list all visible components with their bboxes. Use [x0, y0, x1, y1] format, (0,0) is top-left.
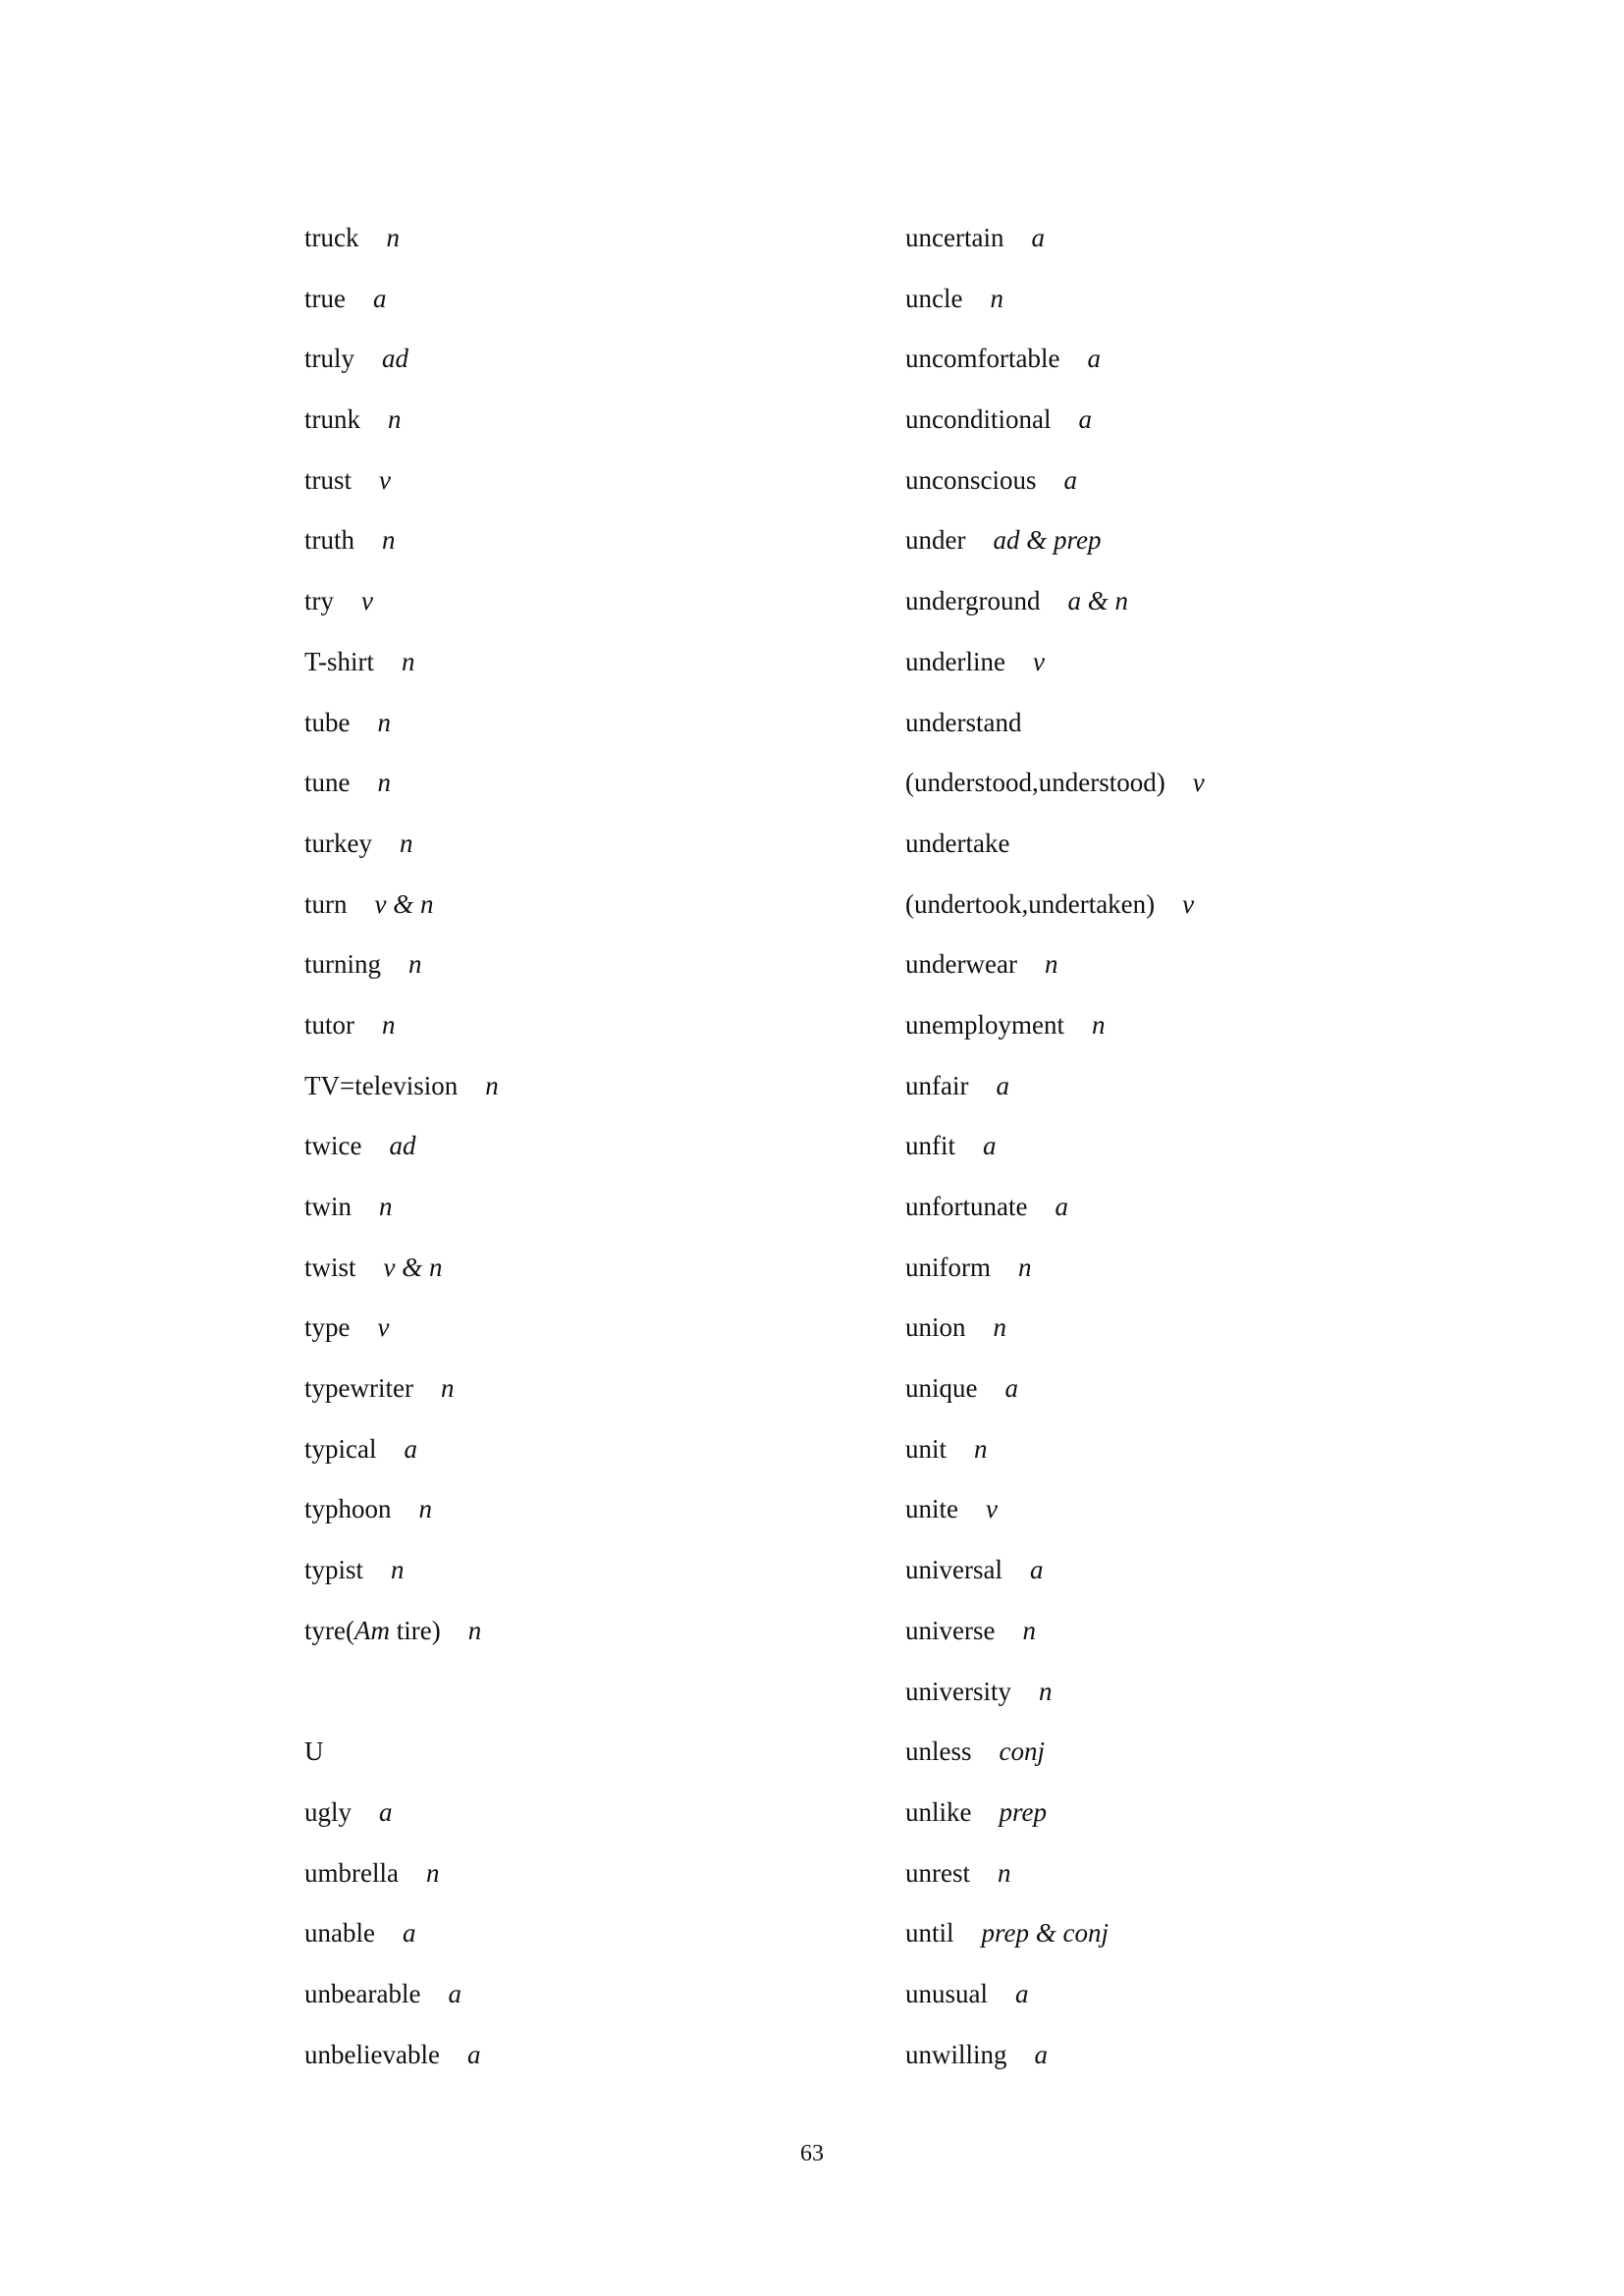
headword: university: [905, 1676, 1011, 1706]
word-entry: [304, 218, 854, 279]
word-entry: [304, 339, 854, 400]
part-of-speech: a: [1055, 1192, 1068, 1221]
part-of-speech: n: [1091, 1009, 1106, 1040]
headword: tube: [304, 707, 351, 737]
headword: unbearable: [304, 1978, 421, 2008]
part-of-speech: n: [418, 1494, 433, 1524]
word-entry: [905, 1429, 1494, 1490]
headword: twice: [304, 1131, 362, 1161]
part-of-speech: n: [467, 1615, 482, 1645]
word-entry: [905, 1913, 1494, 1974]
part-of-speech: n: [402, 646, 415, 676]
headword: underground: [905, 586, 1041, 616]
word-entry: [304, 581, 854, 642]
word-entry: [905, 944, 1494, 1005]
word-entry: [905, 339, 1494, 400]
part-of-speech: v: [377, 1312, 390, 1343]
part-of-speech: n: [990, 283, 1003, 313]
part-of-speech: a: [1078, 404, 1092, 435]
word-entry: [304, 884, 854, 945]
word-entry: [905, 642, 1494, 703]
word-entry: [905, 1489, 1494, 1550]
headword: unwilling: [905, 2039, 1007, 2069]
part-of-speech: prep & conj: [981, 1918, 1109, 1949]
word-entry: [304, 460, 854, 521]
part-of-speech: n: [386, 223, 400, 252]
word-entry: [304, 824, 854, 884]
part-of-speech: a: [1029, 1555, 1044, 1585]
headword: TV=television: [304, 1070, 459, 1100]
word-entry: [304, 1429, 854, 1490]
part-of-speech: a & n: [1067, 586, 1128, 616]
word-entry: [905, 460, 1494, 521]
part-of-speech: v: [361, 586, 373, 616]
part-of-speech: a: [1034, 2039, 1049, 2069]
word-entry: [304, 1187, 854, 1248]
part-of-speech: v & n: [374, 888, 434, 919]
word-entry: [304, 1974, 854, 2035]
headword: understand: [905, 707, 1022, 737]
part-of-speech: n: [399, 828, 413, 858]
headword: unusual: [905, 1978, 988, 2008]
part-of-speech: a: [372, 283, 387, 313]
word-entry: [304, 1126, 854, 1187]
headword: unique: [905, 1373, 978, 1404]
part-of-speech: n: [1039, 1676, 1053, 1706]
part-of-speech: v: [1032, 646, 1045, 676]
part-of-speech: n: [1044, 949, 1058, 980]
headword: unable: [304, 1918, 375, 1949]
part-of-speech: n: [408, 949, 422, 980]
part-of-speech: n: [485, 1070, 499, 1100]
word-entry: [304, 1368, 854, 1429]
part-of-speech: v: [1182, 888, 1195, 919]
headword: unfit: [905, 1131, 955, 1161]
headword: true: [304, 283, 346, 313]
headword: (understood,understood): [905, 768, 1165, 798]
headword: under: [905, 525, 966, 556]
part-of-speech: n: [440, 1373, 455, 1404]
word-entry: [905, 2035, 1494, 2096]
headword: umbrella: [304, 1857, 399, 1888]
word-entry: [905, 581, 1494, 642]
word-entry: [304, 1489, 854, 1550]
part-of-speech: n: [377, 768, 391, 798]
headword: typist: [304, 1555, 364, 1585]
headword: type: [304, 1312, 351, 1343]
word-entry: [905, 1066, 1494, 1127]
right-word-column: [905, 218, 1494, 2095]
word-entry: [905, 1126, 1494, 1187]
headword: unemployment: [905, 1009, 1064, 1040]
left-word-column: [304, 218, 854, 2095]
headword: underwear: [905, 949, 1017, 980]
headword: unrest: [905, 1857, 970, 1888]
part-of-speech: n: [379, 1192, 393, 1221]
part-of-speech: ad & prep: [993, 525, 1102, 556]
part-of-speech: n: [382, 525, 396, 556]
headword: twist: [304, 1252, 356, 1282]
part-of-speech: n: [382, 1009, 396, 1040]
part-of-speech: prep: [999, 1796, 1047, 1827]
headword: truck: [304, 223, 359, 252]
word-entry: [905, 763, 1494, 824]
word-entry: [905, 218, 1494, 279]
headword: underline: [905, 646, 1005, 676]
word-entry: [304, 279, 854, 340]
part-of-speech: n: [391, 1555, 405, 1585]
headword-part: tyre(: [304, 1615, 354, 1645]
word-entry: [304, 1913, 854, 1974]
headword: uncomfortable: [905, 344, 1060, 374]
page-number: 63: [800, 2141, 824, 2166]
part-of-speech: a: [448, 1978, 461, 2008]
word-entry: [304, 1732, 854, 1792]
part-of-speech: a: [402, 1918, 416, 1949]
part-of-speech: ad: [382, 344, 408, 374]
word-entry: [304, 642, 854, 703]
headword: unbelievable: [304, 2039, 440, 2069]
part-of-speech: a: [1015, 1978, 1029, 2008]
word-entry: [304, 1853, 854, 1914]
part-of-speech: a: [996, 1070, 1009, 1100]
part-of-speech: v: [379, 464, 391, 495]
word-entry: [304, 1308, 854, 1368]
word-entry: [905, 1248, 1494, 1308]
part-of-speech: a: [1031, 223, 1045, 252]
word-entry: [905, 520, 1494, 581]
word-entry: [905, 884, 1494, 945]
headword: uncertain: [905, 223, 1004, 252]
headword: unfair: [905, 1070, 969, 1100]
headword: typical: [304, 1433, 377, 1464]
word-entry: [304, 944, 854, 1005]
headword: U: [304, 1736, 324, 1767]
part-of-speech: ad: [389, 1131, 416, 1161]
word-entry: [905, 1308, 1494, 1368]
part-of-speech: n: [425, 1857, 440, 1888]
headword: ugly: [304, 1796, 352, 1827]
part-of-speech: n: [388, 404, 402, 435]
part-of-speech: v: [986, 1494, 998, 1524]
headword: uniform: [905, 1252, 991, 1282]
headword: tutor: [304, 1009, 354, 1040]
word-entry: [304, 1550, 854, 1611]
headword: typewriter: [304, 1373, 413, 1404]
headword: T-shirt: [304, 646, 375, 676]
headword: twin: [304, 1192, 352, 1221]
blank-line: [304, 1672, 854, 1733]
word-entry: [304, 1248, 854, 1308]
word-entry: [304, 1792, 854, 1853]
word-entry: [905, 1672, 1494, 1733]
headword: unconscious: [905, 464, 1037, 495]
headword: [304, 1616, 441, 1645]
word-entry: [905, 1792, 1494, 1853]
word-entry: [304, 1005, 854, 1066]
headword: truly: [304, 344, 354, 374]
word-entry: [304, 2035, 854, 2096]
headword: tune: [304, 768, 351, 798]
word-entry: [905, 1368, 1494, 1429]
headword: try: [304, 586, 334, 616]
part-of-speech: a: [379, 1796, 393, 1827]
word-entry: [905, 1187, 1494, 1248]
headword: unit: [905, 1433, 947, 1464]
part-of-speech: v & n: [383, 1252, 443, 1282]
word-entry: [304, 703, 854, 764]
word-entry: [905, 1005, 1494, 1066]
word-entry: [304, 1066, 854, 1127]
word-entry: [304, 1611, 854, 1672]
headword: union: [905, 1312, 966, 1343]
headword: trust: [304, 464, 352, 495]
word-entry: [905, 703, 1494, 764]
part-of-speech: a: [983, 1131, 997, 1161]
headword: uncle: [905, 283, 963, 313]
part-of-speech: n: [377, 707, 391, 737]
part-of-speech: a: [466, 2039, 481, 2069]
headword: turning: [304, 949, 381, 980]
headword: universe: [905, 1615, 996, 1645]
word-entry: [905, 279, 1494, 340]
word-entry: [905, 1550, 1494, 1611]
word-entry: [304, 520, 854, 581]
part-of-speech: n: [993, 1312, 1007, 1343]
part-of-speech: n: [997, 1857, 1011, 1888]
headword: trunk: [304, 404, 360, 435]
word-entry: [905, 1732, 1494, 1792]
headword-part: tire): [389, 1615, 441, 1645]
headword: unlike: [905, 1796, 972, 1827]
headword-variant-label: Am: [353, 1615, 390, 1645]
headword: unconditional: [905, 404, 1052, 435]
part-of-speech: a: [1087, 344, 1101, 374]
part-of-speech: n: [1018, 1252, 1032, 1282]
headword: undertake: [905, 828, 1010, 858]
word-entry: [304, 400, 854, 460]
part-of-speech: a: [404, 1433, 417, 1464]
headword: unite: [905, 1494, 958, 1524]
part-of-speech: a: [1004, 1373, 1018, 1404]
headword: typhoon: [304, 1494, 392, 1524]
part-of-speech: v: [1192, 768, 1205, 798]
headword: turkey: [304, 828, 372, 858]
headword: until: [905, 1918, 954, 1949]
part-of-speech: n: [1022, 1615, 1036, 1645]
word-entry: [905, 824, 1494, 884]
part-of-speech: n: [974, 1433, 988, 1464]
part-of-speech: conj: [999, 1736, 1045, 1767]
word-entry: [905, 1853, 1494, 1914]
headword: unfortunate: [905, 1192, 1028, 1221]
word-entry: [905, 1611, 1494, 1672]
headword: truth: [304, 525, 354, 556]
headword: universal: [905, 1555, 1002, 1585]
word-entry: [905, 400, 1494, 460]
headword: turn: [304, 888, 348, 919]
headword: unless: [905, 1736, 972, 1767]
headword: (undertook,undertaken): [905, 888, 1156, 919]
word-entry: [905, 1974, 1494, 2035]
word-entry: [304, 763, 854, 824]
part-of-speech: a: [1063, 464, 1077, 495]
